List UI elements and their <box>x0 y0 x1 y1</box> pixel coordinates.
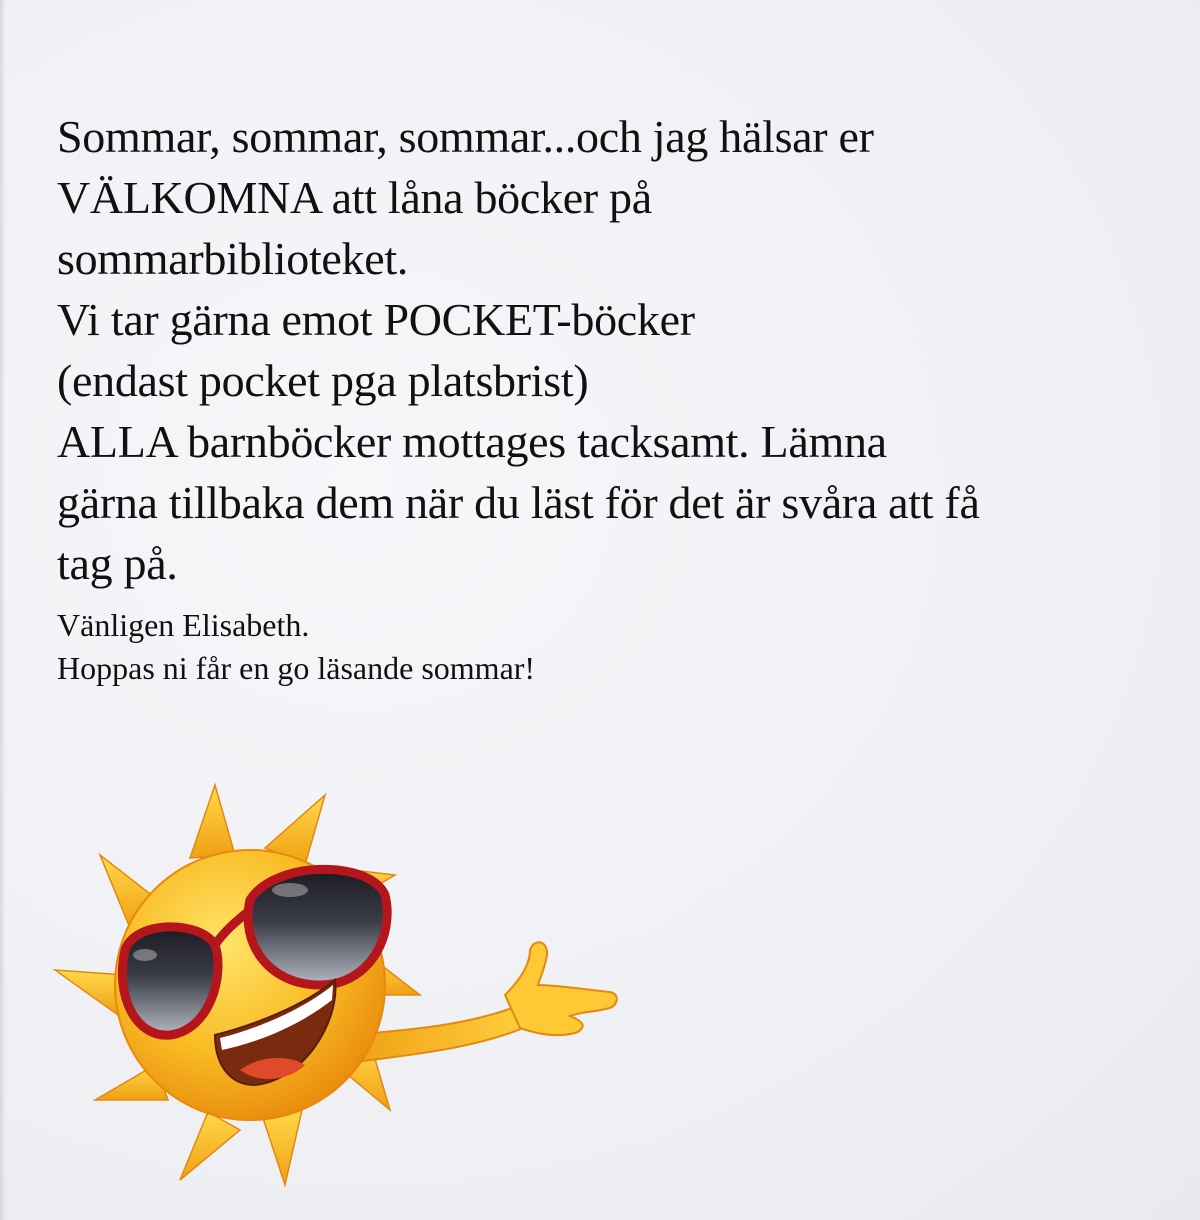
letter-line-5: (endast pocket pga platsbrist) <box>57 355 589 406</box>
letter-line-7: gärna tillbaka dem när du läst för det är svåra att få <box>57 477 980 528</box>
closing-line: Hoppas ni får en go läsande sommar! <box>57 650 536 686</box>
signature: Vänligen Elisabeth. <box>57 607 310 643</box>
sun-arm <box>350 942 617 1062</box>
letter-line-3: sommarbiblioteket. <box>57 233 409 284</box>
sign-off <box>57 604 535 690</box>
letter-body <box>57 106 1157 594</box>
letter-line-4: Vi tar gärna emot POCKET-böcker <box>57 294 695 345</box>
letter-line-8: tag på. <box>57 538 178 589</box>
sun-with-sunglasses-icon <box>50 780 630 1200</box>
letter-line-6: ALLA barnböcker mottages tacksamt. Lämna <box>57 416 887 467</box>
page-edge-shadow <box>0 0 6 1220</box>
letter-line-1: Sommar, sommar, sommar...och jag hälsar er <box>57 111 874 162</box>
letter-line-2: VÄLKOMNA att låna böcker på <box>57 172 652 223</box>
